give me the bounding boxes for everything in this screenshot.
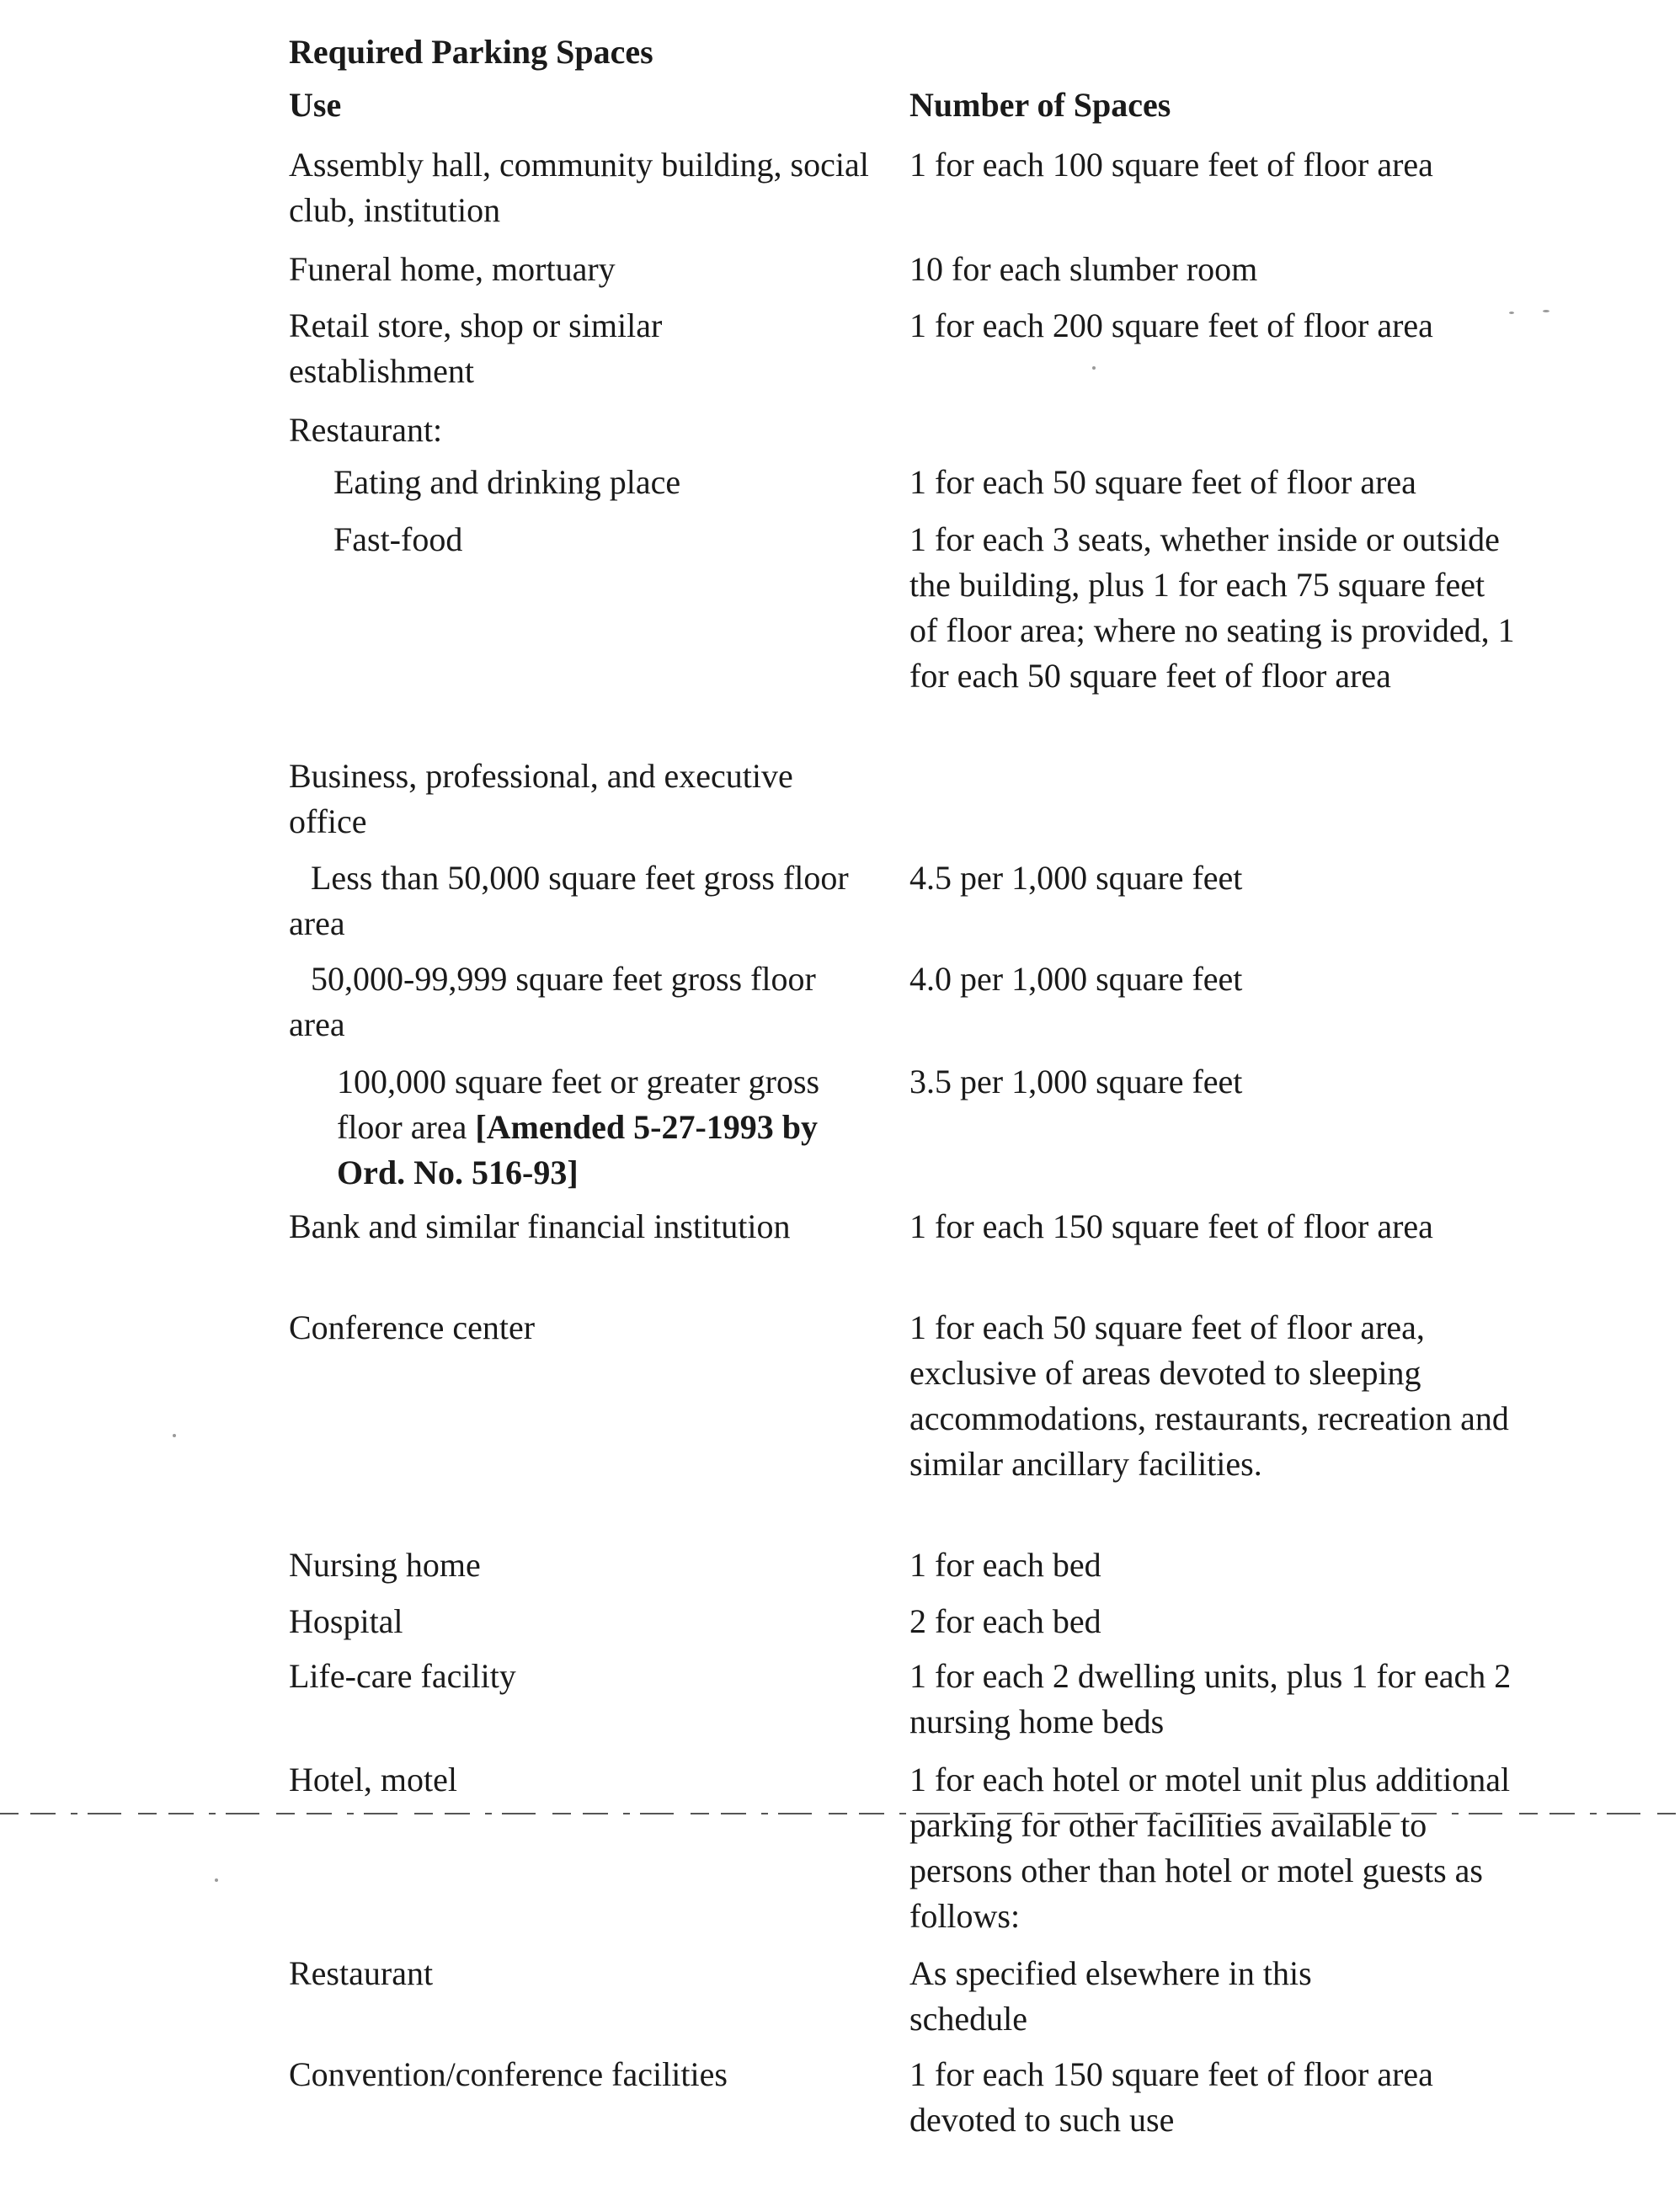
use-cell: Funeral home, mortuary	[289, 250, 616, 288]
table-title: Required Parking Spaces	[289, 33, 653, 71]
use-cell: Business, professional, and executive office	[289, 757, 793, 840]
scan-speck	[1509, 312, 1514, 314]
spaces-cell: 1 for each 2 dwelling units, plus 1 for each 2 nursing home beds	[909, 1657, 1512, 1740]
spaces-column-header: Number of Spaces	[909, 86, 1171, 124]
use-cell: Life-care facility	[289, 1657, 516, 1695]
use-cell: Bank and similar financial institution	[289, 1207, 791, 1245]
use-cell: Eating and drinking place	[333, 463, 681, 501]
spaces-cell: 4.0 per 1,000 square feet	[909, 960, 1243, 998]
amendment-note: [Amended 5-27-1993 by Ord. No. 516-93]	[337, 1108, 819, 1191]
scan-speck	[1092, 366, 1096, 370]
scan-speck	[173, 1434, 176, 1437]
use-cell-text: Less than 50,000 square feet gross floor area	[289, 859, 849, 942]
use-cell-text: 100,000 square feet or greater gross floor area	[337, 1063, 820, 1146]
use-cell	[289, 855, 878, 946]
spaces-cell: 1 for each hotel or motel unit plus additional parking for other facilities available to persons other than hotel or motel guests as follows:	[909, 1761, 1511, 1935]
spaces-cell: 1 for each 150 square feet of floor area devoted to such use	[909, 2055, 1433, 2139]
use-cell: Assembly hall, community building, social club, institution	[289, 146, 869, 229]
spaces-cell: 4.5 per 1,000 square feet	[909, 859, 1243, 897]
spaces-cell: 1 for each 3 seats, whether inside or outside the building, plus 1 for each 75 square feet of floor area; where no seating is provided, 1 for each 50 square feet of floor area	[909, 520, 1515, 695]
spaces-cell: 1 for each 100 square feet of floor area	[909, 146, 1433, 184]
use-cell	[289, 956, 828, 1047]
spaces-cell: 1 for each 200 square feet of floor area	[909, 306, 1433, 344]
spaces-cell: 10 for each slumber room	[909, 250, 1258, 288]
use-cell: Convention/conference facilities	[289, 2055, 728, 2093]
use-cell: Hospital	[289, 1602, 403, 1640]
spaces-cell: 1 for each 50 square feet of floor area	[909, 463, 1416, 501]
spaces-cell: As specified elsewhere in this schedule	[909, 1954, 1312, 2038]
use-cell: Hotel, motel	[289, 1761, 457, 1798]
spaces-cell: 1 for each bed	[909, 1546, 1101, 1584]
scan-artifact-line	[0, 1811, 1680, 1816]
spaces-cell: 2 for each bed	[909, 1602, 1101, 1640]
use-column-header: Use	[289, 86, 342, 124]
use-cell-text: 50,000-99,999 square feet gross floor area	[289, 960, 816, 1043]
use-cell: Retail store, shop or similar establishment	[289, 306, 663, 390]
spaces-cell: 3.5 per 1,000 square feet	[909, 1063, 1243, 1100]
scan-speck	[215, 1878, 218, 1882]
use-cell: Restaurant:	[289, 411, 443, 449]
use-cell: Fast-food	[333, 520, 463, 558]
use-cell: Nursing home	[289, 1546, 481, 1584]
spaces-cell: 1 for each 150 square feet of floor area	[909, 1207, 1433, 1245]
use-cell: Conference center	[289, 1308, 536, 1346]
use-cell	[289, 1059, 876, 1196]
spaces-cell: 1 for each 50 square feet of floor area, exclusive of areas devoted to sleeping accommodations, restaurants, recreation and similar ancillary facilities.	[909, 1308, 1509, 1483]
use-cell: Restaurant	[289, 1954, 434, 1992]
scan-speck	[1543, 310, 1549, 312]
